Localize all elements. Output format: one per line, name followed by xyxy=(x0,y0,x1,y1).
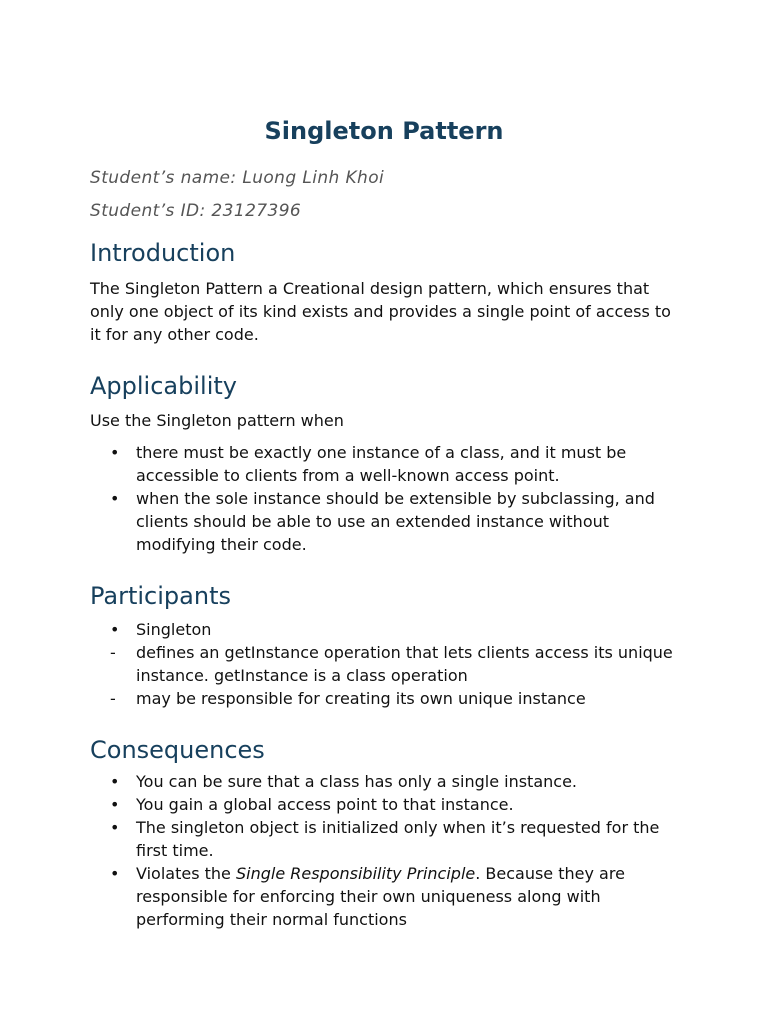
introduction-heading: Introduction xyxy=(90,239,236,267)
bullet-marker: • xyxy=(110,620,120,639)
introduction-text: The Singleton Pattern a Creational design pattern, which ensures that only one object of its kind exists and provides a single point of access to it for any other code. xyxy=(90,279,671,344)
list-item-text: The singleton object is initialized only when it’s requested for the first time. xyxy=(136,818,660,860)
list-item xyxy=(90,441,678,487)
list-item xyxy=(90,487,678,556)
list-item-text-prefix: Violates the xyxy=(136,864,236,883)
list-item xyxy=(90,618,678,641)
list-item xyxy=(90,793,678,816)
list-item xyxy=(90,770,678,793)
bullet-marker: • xyxy=(110,772,120,791)
list-item-emphasis: Single Responsibility Principle xyxy=(235,864,476,883)
list-item-text-suffix: . Because they are responsible for enforcing their own uniqueness along with performing their normal functions xyxy=(136,864,625,929)
list-item-text: when the sole instance should be extensible by subclassing, and clients should be able to use an extended instance without modifying their code. xyxy=(136,489,655,554)
applicability-lead: Use the Singleton pattern when xyxy=(90,411,344,430)
participants-list xyxy=(90,618,678,710)
document-title: Singleton Pattern xyxy=(264,117,504,145)
list-item xyxy=(90,816,678,862)
bullet-marker: • xyxy=(110,443,120,462)
dash-marker: - xyxy=(110,643,116,662)
list-item xyxy=(90,862,678,931)
bullet-marker: • xyxy=(110,818,120,837)
dash-marker: - xyxy=(110,689,116,708)
applicability-heading: Applicability xyxy=(90,372,237,400)
student-name: Student’s name: Luong Linh Khoi xyxy=(90,168,385,188)
consequences-list xyxy=(90,770,678,931)
list-item xyxy=(90,687,678,710)
list-item-text: Singleton xyxy=(136,620,212,639)
list-item xyxy=(90,641,678,687)
list-item-text: may be responsible for creating its own unique instance xyxy=(136,689,586,708)
participants-heading: Participants xyxy=(90,582,231,610)
consequences-heading: Consequences xyxy=(90,736,265,764)
bullet-marker: • xyxy=(110,795,120,814)
bullet-marker: • xyxy=(110,864,120,883)
student-id: Student’s ID: 23127396 xyxy=(90,201,302,221)
list-item-text: You can be sure that a class has only a single instance. xyxy=(136,772,577,791)
bullet-marker: • xyxy=(110,489,120,508)
applicability-list xyxy=(90,441,678,556)
list-item-text: there must be exactly one instance of a class, and it must be accessible to clients from a well-known access point. xyxy=(136,443,627,485)
list-item-text: You gain a global access point to that instance. xyxy=(136,795,514,814)
list-item-text: defines an getInstance operation that lets clients access its unique instance. getInstance is a class operation xyxy=(136,643,673,685)
